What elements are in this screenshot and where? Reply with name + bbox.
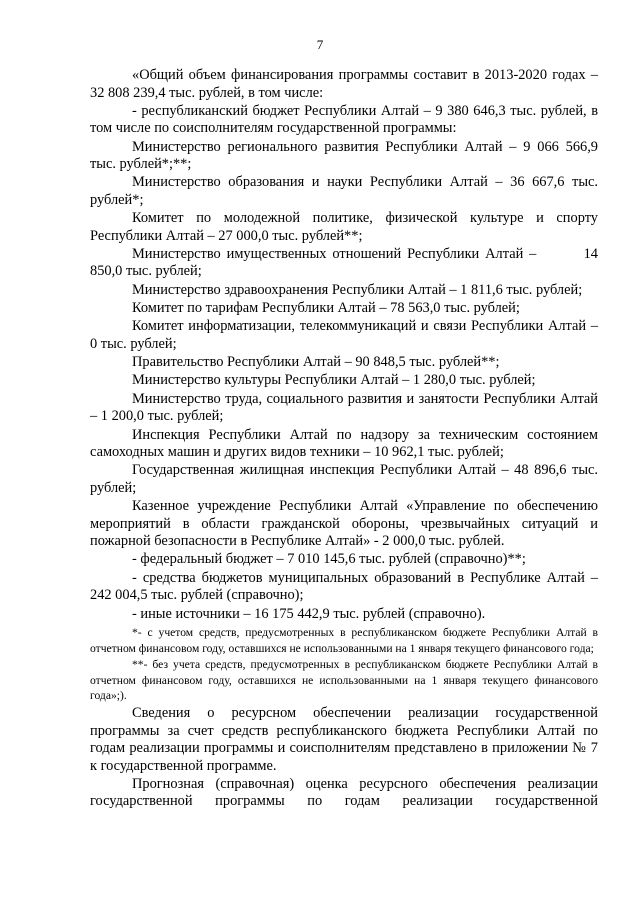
paragraph-federal-budget: - федеральный бюджет – 7 010 145,6 тыс. рублей (справочно)**; — [132, 551, 526, 568]
paragraph-housing-inspection: Государственная жилищная инспекция Республики Алтай – 48 896,6 тыс. рублей; — [90, 462, 598, 496]
paragraph-ministry-culture: Министерство культуры Республики Алтай – 1 280,0 тыс. рублей; — [132, 372, 536, 389]
page-number: 7 — [316, 37, 324, 52]
paragraph-ministry-education: Министерство образования и науки Республики Алтай – 36 667,6 тыс. рублей*; — [90, 174, 598, 208]
paragraph-republic-budget: - республиканский бюджет Республики Алтай – 9 380 646,3 тыс. рублей, в том числе по соисполнителям государственной программы: — [90, 102, 598, 137]
footnote-single-asterisk: *- с учетом средств, предусмотренных в республиканском бюджете Республики Алтай в отчетном финансовом году, оставшихся не использованными на 1 января текущего финансового года; — [90, 626, 598, 655]
paragraph-other-sources: - иные источники – 16 175 442,9 тыс. рублей (справочно). — [132, 605, 486, 622]
document-body — [90, 67, 602, 812]
paragraph-ministry-property: Министерство имущественных отношений Республики Алтай – 14 850,0 тыс. рублей; — [90, 245, 602, 280]
paragraph-forecast-estimate: Прогнозная (справочная) оценка ресурсного обеспечения реализации государственной программы по годам реализации государственной — [90, 775, 598, 810]
paragraph-committee-tariffs: Комитет по тарифам Республики Алтай – 78 563,0 тыс. рублей; — [132, 300, 520, 317]
paragraph-ministry-regional-development: Министерство регионального развития Республики Алтай – 9 066 566,9 тыс. рублей*;**; — [90, 138, 598, 173]
paragraph-civil-defense-institution: Казенное учреждение Республики Алтай «Управление по обеспечению мероприятий в области гражданской обороны, чрезвычайных ситуаций и пожарной безопасности в Республике Алтай» - 2 000,0 тыс. рублей. — [90, 498, 598, 550]
footnote-double-asterisk: **- без учета средств, предусмотренных в республиканском бюджете Республики Алтай в отчетном финансовом году, оставшихся не использованными на 1 января текущего финансового года»;). — [90, 658, 598, 703]
paragraph-resource-info: Сведения о ресурсном обеспечении реализации государственной программы за счет средств республиканского бюджета Республики Алтай по годам реализации программы и соисполнителям представлено в приложении № 7 к государственной программе. — [90, 705, 598, 774]
paragraph-inspection-machinery: Инспекция Республики Алтай по надзору за техническим состоянием самоходных машин и других видов техники – 10 962,1 тыс. рублей; — [90, 426, 598, 461]
paragraph-government: Правительство Республики Алтай – 90 848,5 тыс. рублей**; — [132, 354, 500, 371]
paragraph-committee-informatization: Комитет информатизации, телекоммуникаций и связи Республики Алтай – 0 тыс. рублей; — [90, 318, 598, 352]
paragraph-ministry-health: Министерство здравоохранения Республики Алтай – 1 811,6 тыс. рублей; — [132, 281, 583, 298]
paragraph-municipal-budgets: - средства бюджетов муниципальных образований в Республике Алтай – 242 004,5 тыс. рублей (справочно); — [90, 569, 598, 604]
paragraph-ministry-labour: Министерство труда, социального развития и занятости Республики Алтай – 1 200,0 тыс. рублей; — [90, 390, 598, 425]
paragraph-total-funding: «Общий объем финансирования программы составит в 2013-2020 годах – 32 808 239,4 тыс. рублей, в том числе: — [90, 67, 598, 101]
paragraph-committee-youth-sport: Комитет по молодежной политике, физической культуре и спорту Республики Алтай – 27 000,0 тыс. рублей**; — [90, 210, 598, 244]
